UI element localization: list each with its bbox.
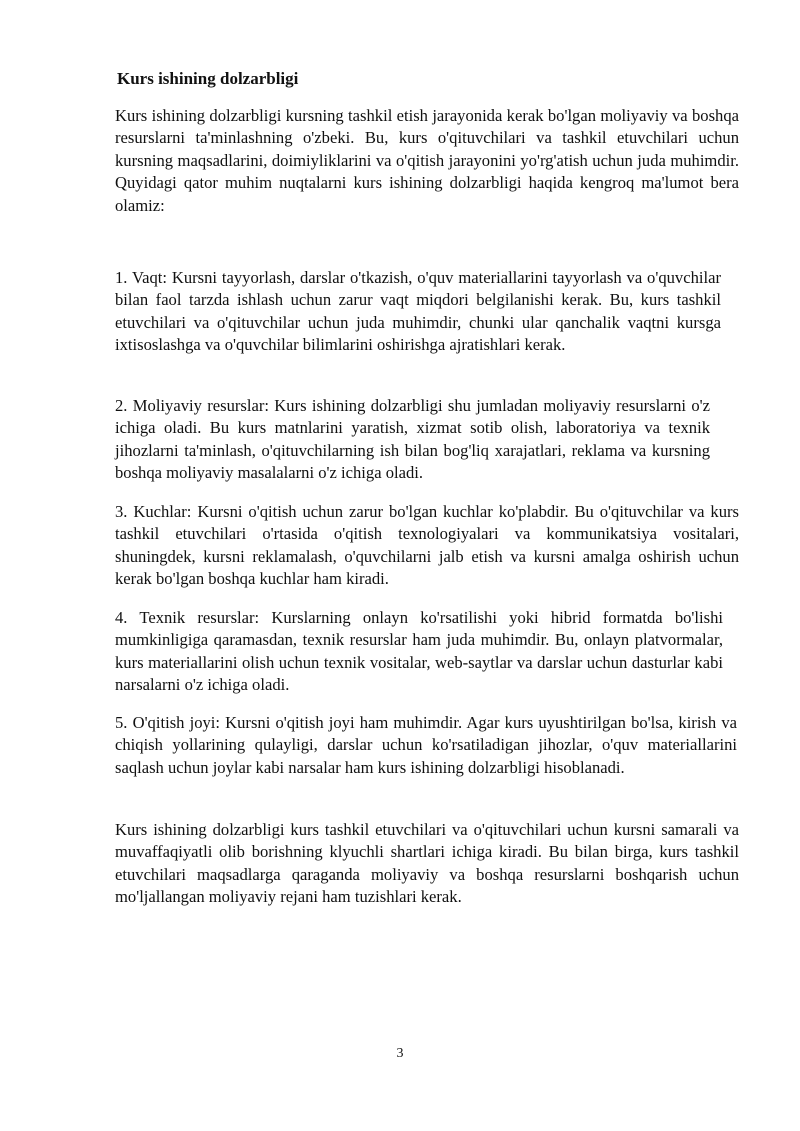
list-item-teaching-place: 5. O'qitish joyi: Kursni o'qitish joyi ham muhimdir. Agar kurs uyushtirilgan bo'lsa, kirish va chiqish yollarining qulayligi, darslar uchun ko'rsatiladigan jihozlar, o'quv materiallarini saqlash uchun joylar kabi narsalar ham kurs ishining dolzarbligi hisoblanadi.	[115, 713, 737, 777]
section-heading: Kurs ishining dolzarbligi	[117, 69, 299, 88]
list-item-time: 1. Vaqt: Kursni tayyorlash, darslar o'tkazish, o'quv materiallarini tayyorlash va o'quvchilar bilan faol tarzda ishlash uchun zarur vaqt miqdori belgilanishi kerak. Bu, kurs tashkil etuvchilari va o'qituvchilar uchun juda muhimdir, chunki ular qanchalik vaqtni kursga ixtisoslashga va o'quvchilar bilimlarini oshirishga ajratishlari kerak.	[115, 268, 721, 355]
intro-paragraph: Kurs ishining dolzarbligi kursning tashkil etish jarayonida kerak bo'lgan moliyaviy va boshqa resurslarni ta'minlashning o'zbeki. Bu, kurs o'qituvchilari va tashkil etuvchilari uchun kursning maqsadlarini, doimiyliklarini va o'qitish jarayonini yo'rg'atish uchun juda muhimdir. Quyidagi qator muhim nuqtalarni kurs ishining dolzarbligi haqida kengroq ma'lumot bera olamiz:	[115, 106, 739, 215]
list-item-financial-resources: 2. Moliyaviy resurslar: Kurs ishining dolzarbligi shu jumladan moliyaviy resurslarni o'z ichiga oladi. Bu kurs matnlarini yaratish, xizmat sotib olish, laboratoriya va texnik jihozlarni ta'minlash, o'qituvchilarning ish bilan bog'liq xarajatlari, reklama va kursning boshqa moliyaviy masalalarni o'z ichiga oladi.	[115, 396, 710, 483]
list-item-technical-resources: 4. Texnik resurslar: Kurslarning onlayn ko'rsatilishi yoki hibrid formatda bo'lishi mumkinligiga qaramasdan, texnik resurslar ham juda muhimdir. Bu, onlayn platvormalar, kurs materiallarini olish uchun texnik vositalar, web-saytlar va darslar uchun dasturlar kabi narsalarni o'z ichiga oladi.	[115, 608, 723, 695]
page-number: 3	[396, 1046, 404, 1061]
list-item-forces: 3. Kuchlar: Kursni o'qitish uchun zarur bo'lgan kuchlar ko'plabdir. Bu o'qituvchilar va kurs tashkil etuvchilari o'rtasida o'qitish texnologiyalari va kommunikatsiya vositalari, shuningdek, kursni reklamalash, o'quvchilarni jalb etish va kursni amalga oshirish uchun kerak bo'lgan boshqa kuchlar ham kiradi.	[115, 502, 739, 589]
conclusion-paragraph: Kurs ishining dolzarbligi kurs tashkil etuvchilari va o'qituvchilari uchun kursni samarali va muvaffaqiyatli olib borishning klyuchli shartlari ichiga kiradi. Bu bilan birga, kurs tashkil etuvchilari maqsadlarga qaraganda moliyaviy va boshqa resurslarni boshqarish uchun mo'ljallangan moliyaviy rejani ham tuzishlari kerak.	[115, 820, 739, 907]
